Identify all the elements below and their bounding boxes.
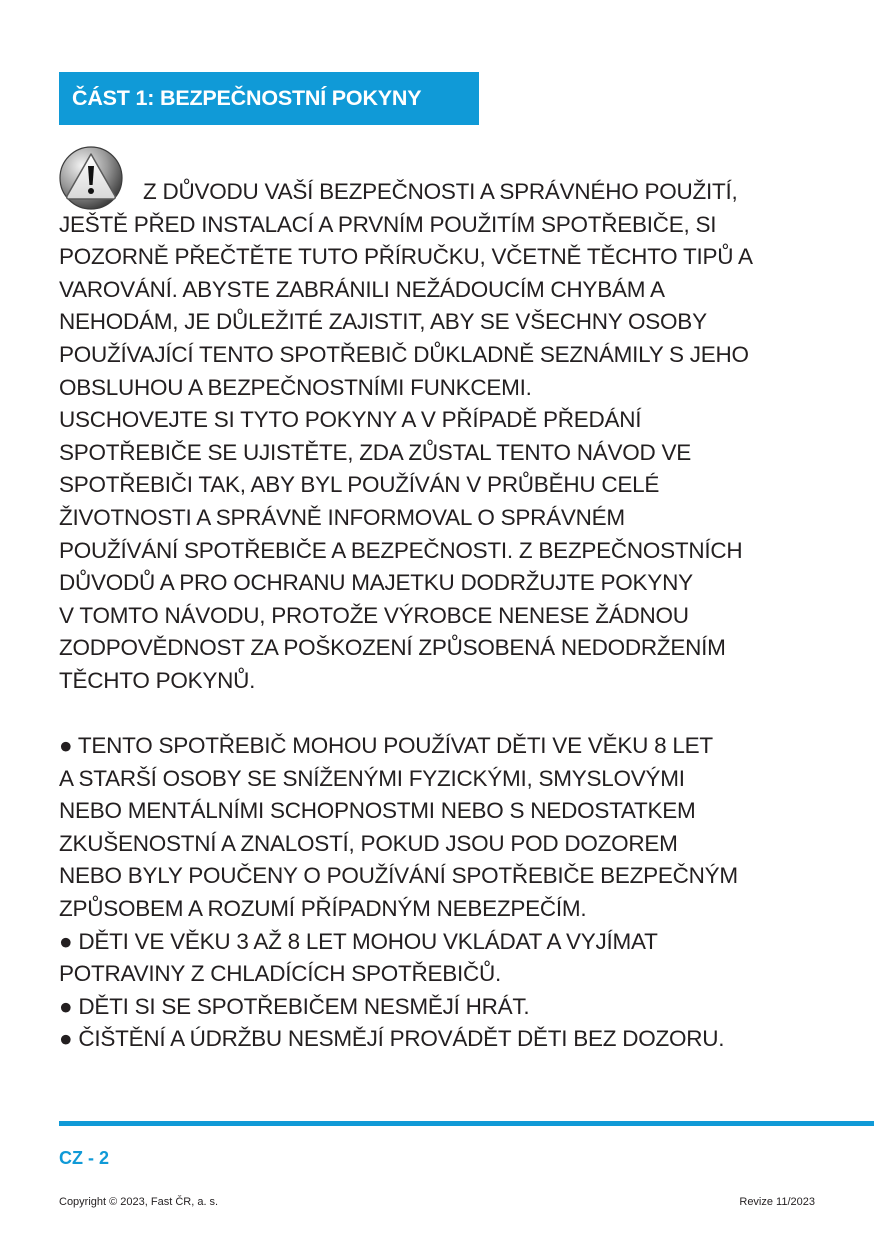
paragraph-spacer [59, 698, 839, 731]
intro-line: SPOTŘEBIČE SE UJISTĚTE, ZDA ZŮSTAL TENTO NÁVOD VE [59, 439, 692, 465]
intro-line: OBSLUHOU A BEZPEČNOSTNÍMI FUNKCEMI. [59, 374, 532, 400]
bullet-line: NEBO MENTÁLNÍMI SCHOPNOSTMI NEBO S NEDOSTATKEM [59, 798, 696, 824]
bullet-line: ZKUŠENOSTNÍ A ZNALOSTÍ, POKUD JSOU POD DOZOREM [59, 830, 678, 856]
intro-line: SPOTŘEBIČI TAK, ABY BYL POUŽÍVÁN V PRŮBĚHU CELÉ [59, 472, 660, 498]
intro-line: VAROVÁNÍ. ABYSTE ZABRÁNILI NEŽÁDOUCÍM CHYBÁM A [59, 276, 665, 302]
intro-line: ZODPOVĚDNOST ZA POŠKOZENÍ ZPŮSOBENÁ NEDODRŽENÍM [59, 635, 726, 661]
footer-divider [59, 1121, 874, 1126]
intro-line: Z DŮVODU VAŠÍ BEZPEČNOSTI A SPRÁVNÉHO POUŽITÍ, [143, 179, 738, 204]
intro-line: USCHOVEJTE SI TYTO POKYNY A V PŘÍPADĚ PŘEDÁNÍ [59, 407, 642, 433]
copyright-notice: Copyright © 2023, Fast ČR, a. s. [59, 1196, 219, 1208]
section-title: ČÁST 1: BEZPEČNOSTNÍ POKYNY [72, 86, 422, 110]
intro-line: ŽIVOTNOSTI A SPRÁVNĚ INFORMOVAL O SPRÁVNÉM [59, 504, 625, 530]
intro-line: JEŠTĚ PŘED INSTALACÍ A PRVNÍM POUŽITÍM SPOTŘEBIČE, SI [59, 211, 717, 237]
bullet-line: ● TENTO SPOTŘEBIČ MOHOU POUŽÍVAT DĚTI VE VĚKU 8 LET [59, 733, 713, 759]
intro-line: POUŽÍVÁNÍ SPOTŘEBIČE A BEZPEČNOSTI. Z BEZPEČNOSTNÍCH [59, 537, 743, 563]
bullet-line: ● DĚTI SI SE SPOTŘEBIČEM NESMĚJÍ HRÁT. [59, 993, 530, 1019]
intro-line: POUŽÍVAJÍCÍ TENTO SPOTŘEBIČ DŮKLADNĚ SEZNÁMILY S JEHO [59, 341, 749, 367]
revision-label: Revize 11/2023 [739, 1196, 815, 1208]
bullet-line: A STARŠÍ OSOBY SE SNÍŽENÝMI FYZICKÝMI, SMYSLOVÝMI [59, 765, 685, 791]
bullet-line: ● ČIŠTĚNÍ A ÚDRŽBU NESMĚJÍ PROVÁDĚT DĚTI BEZ DOZORU. [59, 1026, 725, 1052]
intro-line: V TOMTO NÁVODU, PROTOŽE VÝROBCE NENESE ŽÁDNOU [59, 602, 689, 628]
body-text [59, 176, 839, 1056]
bullet-line: ● DĚTI VE VĚKU 3 AŽ 8 LET MOHOU VKLÁDAT A VYJÍMAT [59, 928, 658, 954]
intro-line: TĚCHTO POKYNŮ. [59, 667, 256, 693]
page-number: CZ - 2 [59, 1148, 110, 1168]
bullet-line: ZPŮSOBEM A ROZUMÍ PŘÍPADNÝM NEBEZPEČÍM. [59, 896, 587, 922]
bullet-line: NEBO BYLY POUČENY O POUŽÍVÁNÍ SPOTŘEBIČE BEZPEČNÝM [59, 863, 738, 889]
section-header [59, 72, 479, 125]
intro-line: POZORNĚ PŘEČTĚTE TUTO PŘÍRUČKU, VČETNĚ TĚCHTO TIPŮ A [59, 244, 753, 270]
intro-line: NEHODÁM, JE DŮLEŽITÉ ZAJISTIT, ABY SE VŠECHNY OSOBY [59, 309, 707, 335]
intro-line: DŮVODŮ A PRO OCHRANU MAJETKU DODRŽUJTE POKYNY [59, 570, 693, 596]
bullet-line: POTRAVINY Z CHLADÍCÍCH SPOTŘEBIČŮ. [59, 961, 501, 987]
